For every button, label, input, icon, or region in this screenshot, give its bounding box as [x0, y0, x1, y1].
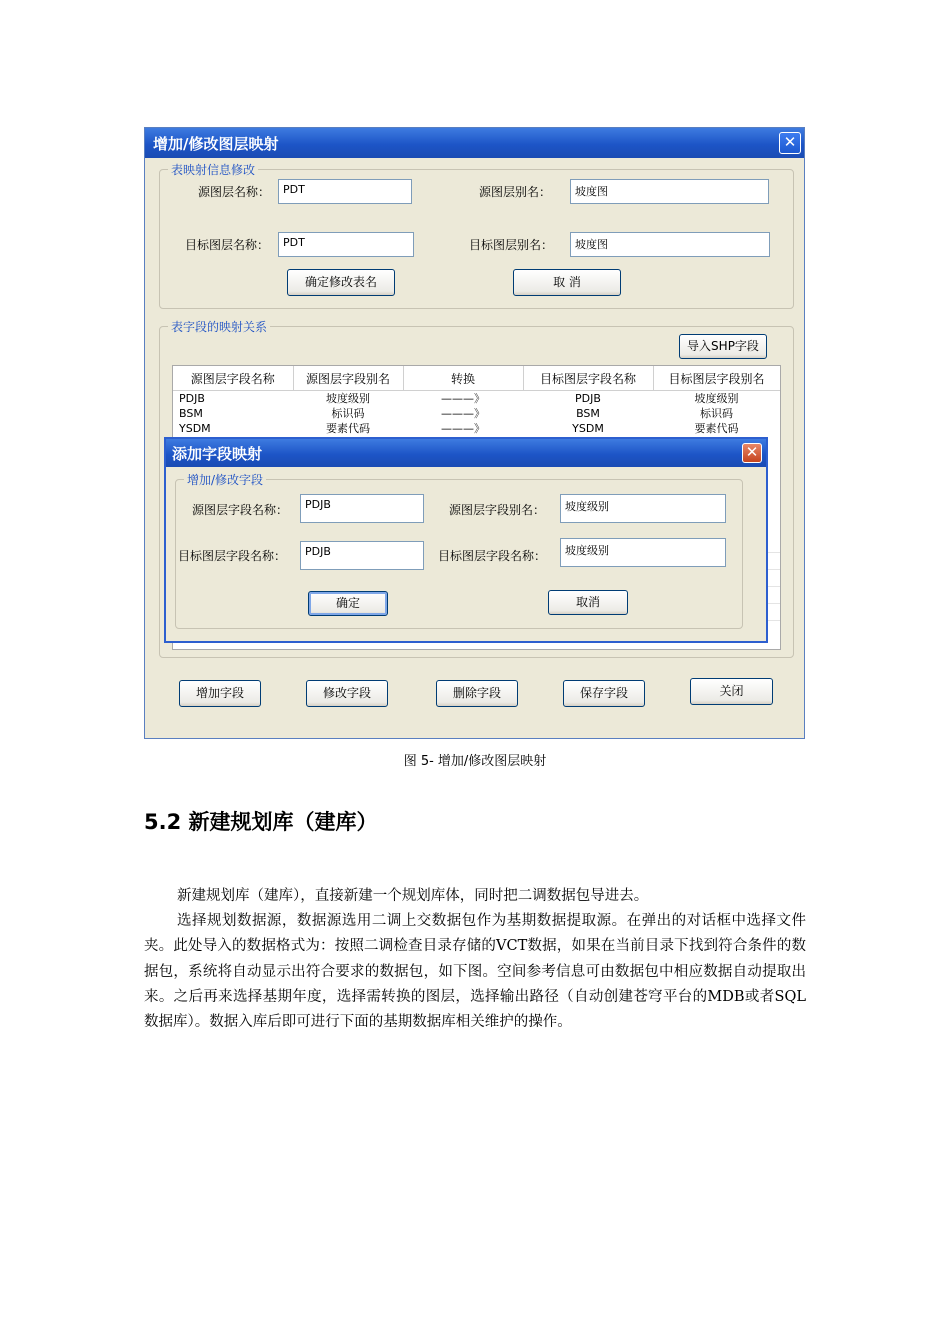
modify-field-button[interactable]: 修改字段 [306, 680, 388, 707]
section-heading: 5.2 新建规划库（建库） [144, 810, 378, 834]
import-shp-fields-button[interactable]: 导入SHP字段 [679, 334, 767, 359]
table-row[interactable] [173, 421, 780, 436]
table-cell: PDJB [575, 392, 601, 405]
column-header[interactable]: 目标图层字段名称 [523, 366, 653, 391]
tgt-layer-alias-input[interactable]: 坡度图 [570, 232, 770, 257]
dialog-title: 增加/修改图层映射 [153, 135, 279, 153]
table-cell: 坡度级别 [326, 392, 370, 405]
src-field-name-label: 源图层字段名称： [192, 503, 289, 517]
tgt-layer-alias-label: 目标图层别名： [469, 238, 554, 252]
src-layer-name-label: 源图层名称： [198, 185, 271, 199]
table-cell: 标识码 [700, 407, 733, 420]
src-field-name-input[interactable]: PDJB [300, 494, 424, 523]
group-label: 表映射信息修改 [168, 161, 258, 178]
column-header[interactable]: 源图层字段名称 [173, 366, 293, 391]
cancel-button[interactable]: 取消 [548, 590, 628, 615]
table-cell: 要素代码 [694, 422, 739, 435]
table-cell: 标识码 [331, 407, 365, 420]
close-icon[interactable]: ✕ [742, 443, 762, 463]
src-field-alias-input[interactable]: 坡度级别 [560, 494, 726, 523]
sub-dialog-title: 添加字段映射 [172, 445, 263, 463]
close-button[interactable]: 关闭 [690, 678, 773, 705]
src-layer-name-input[interactable]: PDT [278, 179, 412, 204]
table-cell: ———》 [441, 422, 485, 435]
close-icon[interactable]: ✕ [779, 132, 801, 154]
table-row[interactable] [173, 406, 780, 421]
figure-caption: 图 5- 增加/修改图层映射 [403, 754, 547, 769]
src-field-alias-label: 源图层字段别名： [449, 503, 546, 517]
src-layer-alias-label: 源图层别名： [479, 185, 552, 199]
add-field-button[interactable]: 增加字段 [179, 680, 261, 707]
cancel-button[interactable]: 取 消 [513, 269, 621, 296]
sub-dialog-titlebar [166, 439, 766, 467]
column-header[interactable]: 目标图层字段别名 [653, 366, 780, 391]
tgt-field-name-label: 目标图层字段名称： [178, 549, 287, 563]
column-header[interactable]: 源图层字段别名 [293, 366, 403, 391]
table-cell: ———》 [441, 407, 485, 420]
table-cell: ———》 [441, 392, 485, 405]
add-field-mapping-dialog [164, 437, 768, 643]
confirm-table-name-button[interactable]: 确定修改表名 [287, 269, 395, 296]
tgt-layer-name-input[interactable]: PDT [278, 232, 414, 257]
paragraph: 新建规划库（建库），直接新建一个规划库体，同时把二调数据包导进去。 [177, 888, 649, 904]
delete-field-button[interactable]: 删除字段 [436, 680, 518, 707]
ok-button[interactable]: 确定 [308, 591, 388, 616]
save-field-button[interactable]: 保存字段 [563, 680, 645, 707]
group-label: 增加/修改字段 [184, 471, 266, 488]
table-row[interactable] [173, 391, 780, 407]
dialog-titlebar [145, 128, 804, 158]
paragraph: 选择规划数据源，数据源选用二调上交数据包作为基期数据提取源。在弹出的对话框中选择文件夹。此处导入的数据格式为：按照二调检查目录存储的VCT数据，如果在当前目录下找到符合条件的数据包，系统将自动显示出符合要求的数据包，如下图。空间参考信息可由数据包中相应数据自动提取出来。之后再来选择基期年度，选择需转换的图层，选择输出路径（自动创建苍穹平台的MDB或者SQL数据库）。数据入库后即可进行下面的基期数据库相关维护的操作。 [144, 913, 806, 1031]
tgt-field-name-input[interactable]: PDJB [300, 541, 424, 570]
layer-mapping-dialog [144, 127, 805, 739]
tgt-layer-name-label: 目标图层名称： [185, 238, 270, 252]
src-layer-alias-input[interactable]: 坡度图 [570, 179, 769, 204]
tgt-field-alias-input[interactable]: 坡度级别 [560, 538, 726, 567]
tgt-field-alias-label: 目标图层字段名称： [438, 549, 547, 563]
table-cell: BSM [576, 407, 600, 420]
table-cell: 要素代码 [326, 422, 370, 435]
table-cell: BSM [179, 407, 203, 420]
table-cell: PDJB [179, 392, 205, 405]
table-cell: 坡度级别 [694, 392, 739, 405]
table-cell: YSDM [572, 422, 604, 435]
table-cell: YSDM [179, 422, 211, 435]
group-label: 表字段的映射关系 [168, 318, 270, 335]
column-header[interactable]: 转换 [403, 366, 523, 391]
